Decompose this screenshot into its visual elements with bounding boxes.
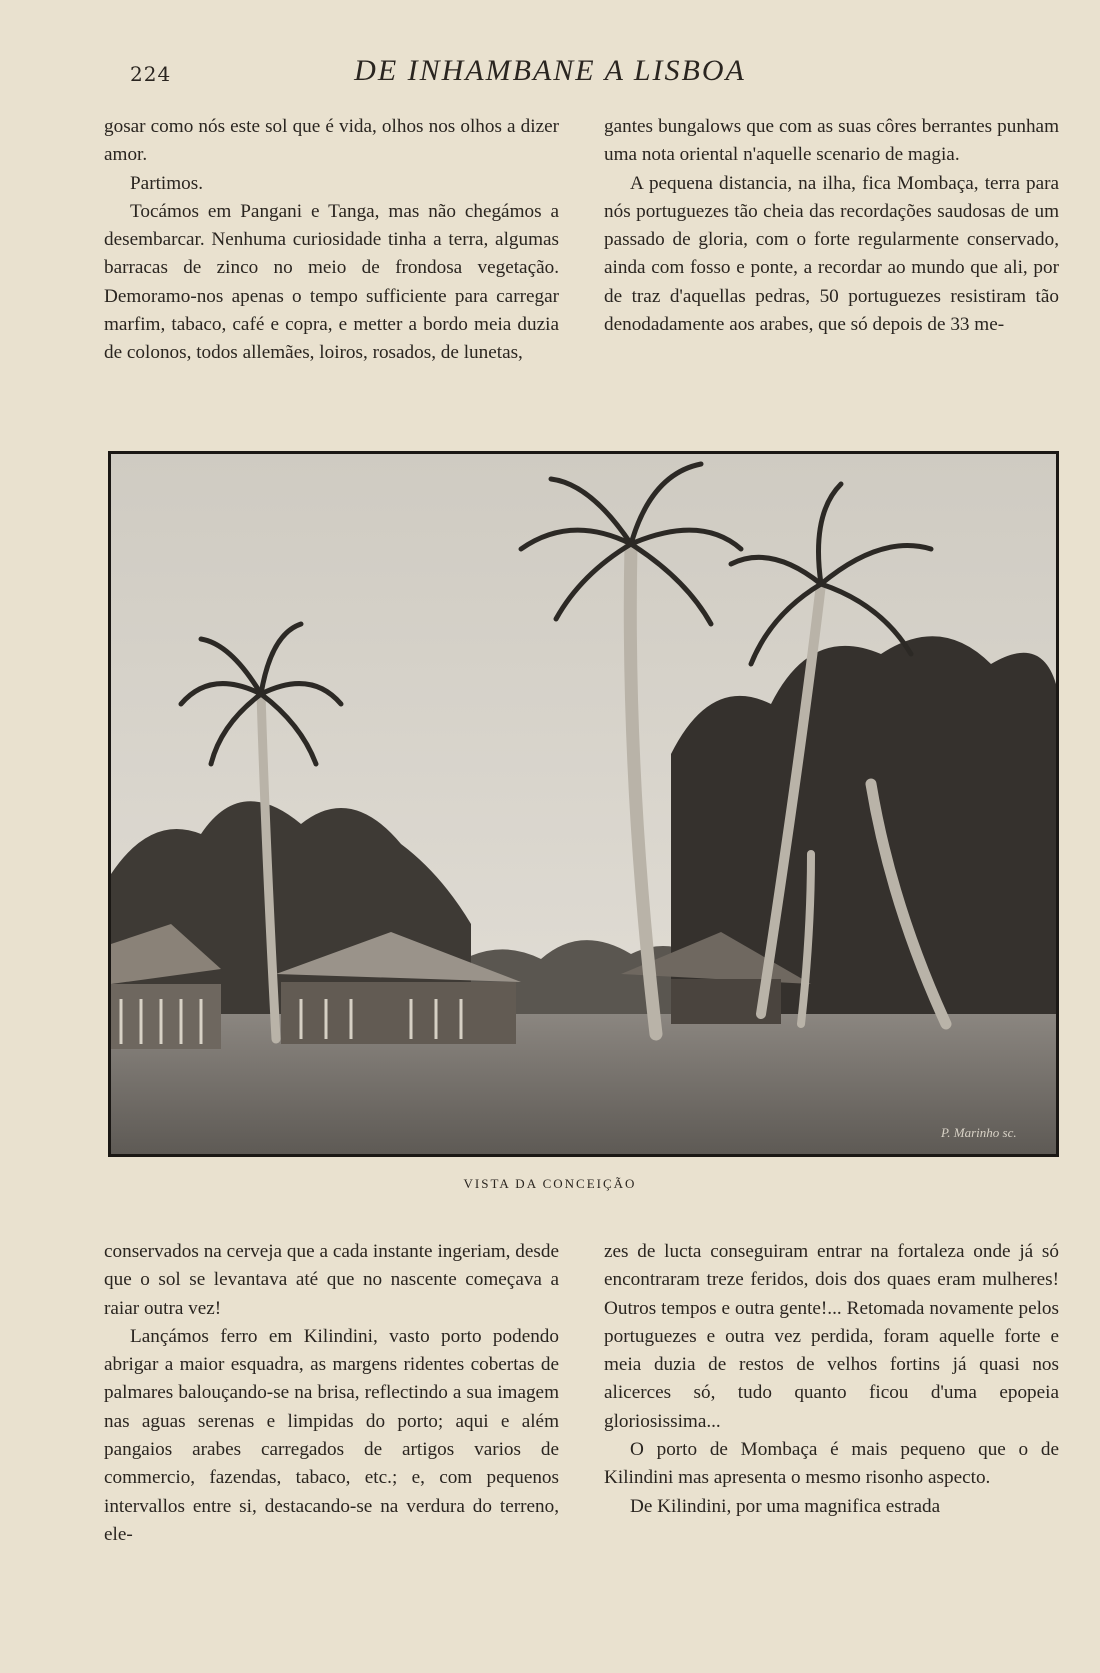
paragraph: gosar como nós este sol que é vida, olhos nos olhos a dizer amor. — [104, 116, 559, 166]
text-column-bottom-right — [604, 1238, 1059, 1521]
paragraph: zes de lucta conseguiram entrar na fortaleza onde já só encontraram treze feridos, dois dos quaes eram mulheres! Outros tempos e outra gente!... Retomada novamente pelos portuguezes e outra vez perdida, foram aquelle forte e meia duzia de restos de velhos fortins já quasi nos alicerces só, tudo quanto ficou d'uma epopeia gloriosissima... — [604, 1241, 1059, 1432]
page-number: 224 — [130, 62, 172, 86]
text-column-bottom-left — [104, 1238, 559, 1549]
paragraph: O porto de Mombaça é mais pequeno que o de Kilindini mas apresenta o mesmo risonho aspecto. — [604, 1439, 1059, 1489]
engraver-signature: P. Marinho sc. — [941, 1125, 1017, 1140]
text-column-top-left — [104, 113, 559, 368]
paragraph: Partimos. — [130, 172, 204, 194]
photo-caption: VISTA DA CONCEIÇÃO — [463, 1176, 637, 1191]
paragraph: Lançámos ferro em Kilindini, vasto porto podendo abrigar a maior esquadra, as margens ridentes cobertas de palmares balouçando-se na brisa, reflectindo a sua imagem nas aguas serenas e limpidas do porto; aqui e além pangaios arabes carregados de artigos varios de commercio, fazendas, tabaco, etc.; e, com pequenos intervallos entre si, destacando-se na verdura do terreno, ele- — [104, 1325, 559, 1545]
paragraph: A pequena distancia, na ilha, fica Mombaça, terra para nós portuguezes tão cheia das recordações saudosas de um passado de gloria, com o forte regularmente conservado, ainda com fosso e ponte, a recordar ao mundo que ali, por de traz d'aquellas pedras, 50 portuguezes resistiram tão denodadamente aos arabes, que só depois de 33 me- — [604, 172, 1059, 336]
photo-illustration — [111, 454, 1056, 1154]
page-header — [120, 52, 980, 92]
text-column-top-right — [604, 113, 1059, 339]
running-title: DE INHAMBANE A LISBOA — [354, 54, 746, 87]
ground — [111, 1014, 1056, 1154]
paragraph: Tocámos em Pangani e Tanga, mas não chegámos a desembarcar. Nenhuma curiosidade tinha a terra, algumas barracas de zinco no meio de frondosa vegetação. Demoramo-nos apenas o tempo sufficiente para carregar marfim, tabaco, café e copra, e metter a bordo meia duzia de colonos, todos allemães, loiros, rosados, de lunetas, — [104, 200, 559, 364]
paragraph: conservados na cerveja que a cada instante ingeriam, desde que o sol se levantava até que no nascente começava a raiar outra vez! — [104, 1241, 559, 1319]
paragraph: De Kilindini, por uma magnifica estrada — [630, 1495, 941, 1517]
paragraph: gantes bungalows que com as suas côres berrantes punham uma nota oriental n'aquelle scenario de magia. — [604, 116, 1059, 166]
photograph-vista-da-conceicao — [108, 451, 1059, 1157]
